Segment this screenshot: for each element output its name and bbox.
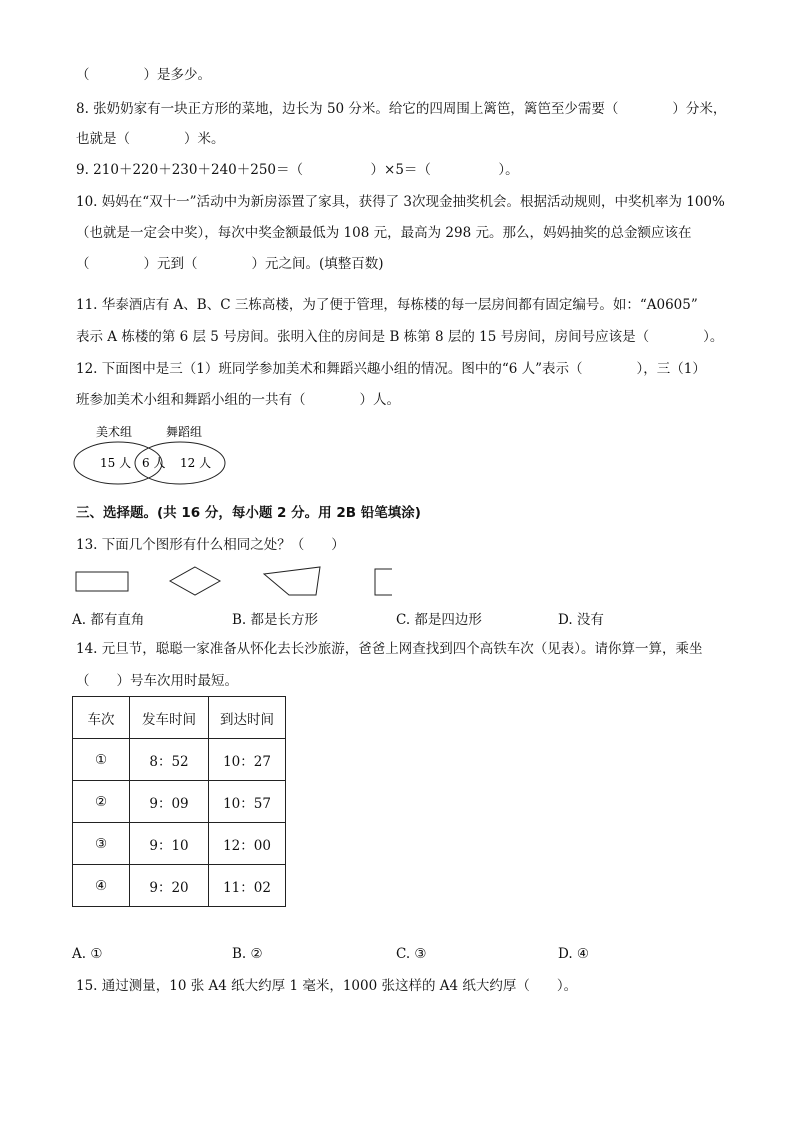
arrive-time: 10：57: [209, 781, 286, 823]
depart-time: 9：10: [130, 823, 209, 865]
q13-option-b[interactable]: B. 都是长方形: [232, 612, 319, 628]
arrive-time: 12：00: [209, 823, 286, 865]
train-number: ③: [73, 823, 130, 865]
q13-option-d[interactable]: D. 没有: [558, 612, 604, 628]
q14-option-d[interactable]: D. ④: [558, 946, 590, 962]
question-10-line-1: 10. 妈妈在“双十一”活动中为新房添置了家具，获得了 3次现金抽奖机会。根据活动规则，中奖机率为 100%: [76, 194, 725, 210]
q13-options: [72, 608, 632, 626]
venn-dance-only: 12 人: [180, 456, 212, 470]
table-row: [73, 739, 286, 781]
depart-time: 8：52: [130, 739, 209, 781]
table-row: [73, 865, 286, 907]
section-3-heading: 三、选择题。(共 16 分，每小题 2 分。用 2B 铅笔填涂): [76, 505, 421, 521]
question-14-line-1: 14. 元旦节，聪聪一家准备从怀化去长沙旅游，爸爸上网查找到四个高铁车次（见表）。请你算一算，乘坐: [76, 641, 703, 657]
question-13: 13. 下面几个图形有什么相同之处？（ ）: [76, 537, 345, 553]
question-9: 9. 210＋220＋230＋240＋250＝（ ）×5＝（ ）。: [76, 162, 519, 178]
table-row: [73, 823, 286, 865]
venn-art-only: 15 人: [100, 456, 132, 470]
question-14-line-2: （ ）号车次用时最短。: [76, 673, 238, 689]
train-number: ④: [73, 865, 130, 907]
question-7-tail: （ ）是多少。: [76, 67, 211, 83]
question-10-line-2: （也就是一定会中奖），每次中奖金额最低为 108 元，最高为 298 元。那么，妈妈抽奖的总金额应该在: [76, 225, 692, 241]
table-header-row: [73, 697, 286, 739]
venn-both: 6 人: [142, 456, 166, 470]
venn-label-art: 美术组: [96, 425, 133, 439]
depart-time: 9：09: [130, 781, 209, 823]
q13-shapes: [72, 566, 392, 600]
square-shape: [375, 569, 392, 595]
question-10-line-3: （ ）元到（ ）元之间。(填整百数): [76, 256, 384, 272]
header-arrive: 到达时间: [209, 697, 286, 739]
question-8-line-2: 也就是（ ）米。: [76, 131, 225, 147]
question-12-line-2: 班参加美术小组和舞蹈小组的一共有（ ）人。: [76, 392, 400, 408]
question-11-line-2: 表示 A 栋楼的第 6 层 5 号房间。张明入住的房间是 B 栋第 8 层的 15 号房间，房间号应该是（ ）。: [76, 329, 724, 345]
question-15: 15. 通过测量，10 张 A4 纸大约厚 1 毫米，1000 张这样的 A4 纸大约厚（ ）。: [76, 978, 578, 994]
q14-option-a[interactable]: A. ①: [72, 946, 103, 962]
q14-option-c[interactable]: C. ③: [396, 946, 427, 962]
train-schedule-table: [72, 696, 286, 907]
arrive-time: 11：02: [209, 865, 286, 907]
q14-options: [72, 946, 632, 964]
train-number: ①: [73, 739, 130, 781]
q13-option-a[interactable]: A. 都有直角: [72, 612, 145, 628]
depart-time: 9：20: [130, 865, 209, 907]
q14-option-b[interactable]: B. ②: [232, 946, 263, 962]
question-12-line-1: 12. 下面图中是三（1）班同学参加美术和舞蹈兴趣小组的情况。图中的“6 人”表示（ ），三（1）: [76, 361, 706, 377]
venn-diagram: [72, 420, 232, 490]
train-number: ②: [73, 781, 130, 823]
quadrilateral-shape: [264, 567, 320, 595]
question-11-line-1: 11. 华泰酒店有 A、B、C 三栋高楼，为了便于管理，每栋楼的每一层房间都有固定编号。如：“A0605”: [76, 297, 698, 313]
table-row: [73, 781, 286, 823]
arrive-time: 10：27: [209, 739, 286, 781]
q13-option-c[interactable]: C. 都是四边形: [396, 612, 482, 628]
venn-label-dance: 舞蹈组: [166, 425, 203, 439]
header-depart: 发车时间: [130, 697, 209, 739]
question-8-line-1: 8. 张奶奶家有一块正方形的菜地，边长为 50 分米。给它的四周围上篱笆，篱笆至少需要（ ）分米，: [76, 101, 727, 117]
header-train: 车次: [73, 697, 130, 739]
rhombus-shape: [170, 567, 220, 595]
rectangle-shape: [76, 572, 128, 591]
